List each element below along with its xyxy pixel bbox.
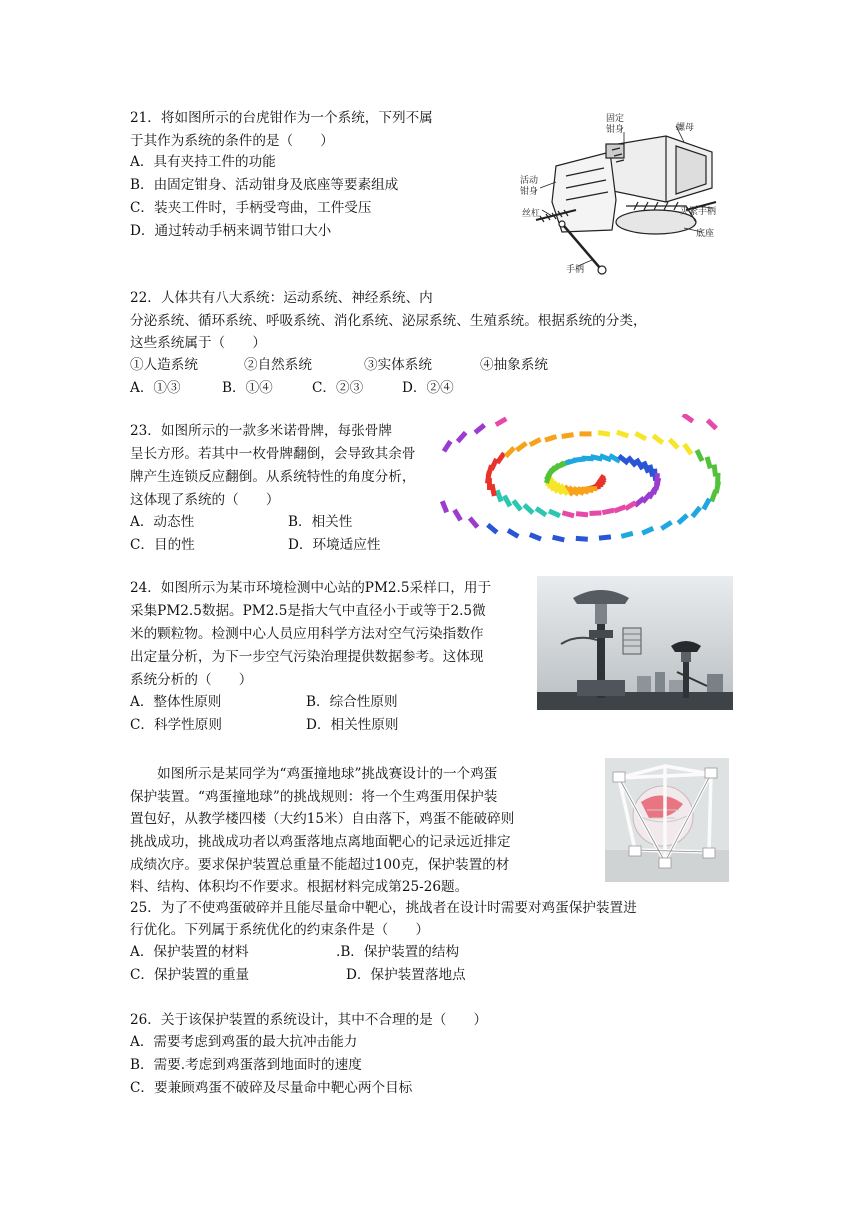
domino-piece <box>589 510 601 516</box>
domino-piece <box>668 438 680 450</box>
q21-stem-line-1: 21．将如图所示的台虎钳作为一个系统，下列不属 <box>130 110 433 126</box>
vise-label-handle: 手柄 <box>566 265 585 275</box>
domino-piece <box>529 437 542 447</box>
domino-piece <box>682 443 693 456</box>
passage-line-5: 成绩次序。要求保护装置总重量不能超过100克，保护装置的材 <box>130 857 510 873</box>
q26-option-b: B．需要.考虑到鸡蛋落到地面时的速度 <box>130 1057 362 1073</box>
bench-vise-figure <box>516 106 732 280</box>
domino-piece <box>599 534 611 540</box>
domino-piece <box>682 414 695 423</box>
domino-piece <box>690 506 701 518</box>
q24-option-c: C．科学性原则 <box>130 717 222 733</box>
passage-line-1: 如图所示是某同学为“鸡蛋撞地球”挑战赛设计的一个鸡蛋 <box>130 766 498 782</box>
domino-piece <box>442 440 453 453</box>
domino-piece <box>495 489 504 502</box>
domino-piece <box>576 511 588 517</box>
q22-choice-1: ①人造系统 <box>130 357 198 373</box>
q26-option-c: C．要兼顾鸡蛋不破碎及尽量命中靶心两个目标 <box>130 1080 413 1096</box>
domino-piece <box>616 430 629 439</box>
domino-piece <box>504 446 516 458</box>
domino-piece <box>614 504 627 513</box>
q22-option-d: D．②④ <box>402 380 454 396</box>
domino-piece <box>495 452 506 465</box>
domino-piece <box>621 531 634 539</box>
egg-protector-drawing <box>605 758 729 882</box>
q24-option-b: B．综合性原则 <box>306 694 398 710</box>
domino-piece <box>502 495 512 508</box>
q24-option-a: A．整体性原则 <box>130 694 222 710</box>
domino-piece <box>456 431 468 443</box>
q25-option-b: .B．保护装置的结构 <box>336 944 460 960</box>
q21-stem-line-2: 于其作为系统的条件的是（ ） <box>130 133 334 149</box>
vise-label-movable-jaw: 活动钳身 <box>520 176 539 197</box>
vise-label-nut: 螺母 <box>676 123 695 133</box>
q22-stem-line-1: 22．人体共有八大系统：运动系统、神经系统、内 <box>130 290 433 306</box>
q25-stem-line-2: 行优化。下列属于系统优化的约束条件是（ ） <box>130 922 430 938</box>
domino-piece <box>598 430 611 437</box>
vise-label-base: 底座 <box>696 229 715 239</box>
q22-option-b: B．①④ <box>222 380 273 396</box>
domino-piece <box>529 532 542 541</box>
q25-option-a: A．保护装置的材料 <box>130 944 249 960</box>
domino-piece <box>440 500 449 513</box>
domino-piece <box>634 431 647 441</box>
domino-piece <box>535 506 548 517</box>
vise-label-fixed-jaw: 固定钳身 <box>606 114 625 135</box>
passage-line-2: 保护装置。“鸡蛋撞地球”的挑战规则：将一个生鸡蛋用保护装 <box>130 789 498 805</box>
q22-option-c: C．②③ <box>312 380 364 396</box>
q24-stem-line-3: 米的颗粒物。检测中心人员应用科学方法对空气污染指数作 <box>130 626 484 642</box>
domino-piece <box>652 434 665 445</box>
domino-piece <box>561 432 574 439</box>
domino-piece <box>474 423 486 434</box>
q21-option-a: A．具有夹持工件的功能 <box>130 154 276 170</box>
domino-piece <box>580 431 592 436</box>
domino-piece <box>522 503 534 515</box>
q24-stem-line-4: 出定量分析，为下一步空气污染治理提供数据参考。这体现 <box>130 649 484 665</box>
domino-piece <box>468 516 480 528</box>
domino-piece <box>515 441 528 452</box>
domino-piece <box>677 513 689 525</box>
q22-stem-line-2: 分泌系统、循环系统、呼吸系统、消化系统、泌尿系统、生殖系统。根据系统的分类， <box>130 313 647 329</box>
q25-stem-line-1: 25．为了不使鸡蛋破碎并且能尽量命中靶心，挑战者在设计时需要对鸡蛋保护装置进 <box>130 900 637 916</box>
domino-piece <box>507 528 520 538</box>
q24-option-d: D．相关性原则 <box>306 717 399 733</box>
q23-option-d: D．环境适应性 <box>288 537 381 553</box>
domino-piece <box>495 417 508 427</box>
q24-stem-line-2: 采集PM2.5数据。PM2.5是指大气中直径小于或等于2.5微 <box>130 603 486 619</box>
domino-piece <box>452 509 462 522</box>
domino-piece <box>548 509 561 518</box>
domino-piece <box>562 510 575 518</box>
q23-option-a: A．动态性 <box>130 514 195 530</box>
q24-stem-line-5: 系统分析的（ ） <box>130 672 253 688</box>
q24-stem-line-1: 24．如图所示为某市环境检测中心站的PM2.5采样口，用于 <box>130 580 492 596</box>
passage-line-4: 挑战成功，挑战成功者以鸡蛋落地点离地面靶心的记录远近排定 <box>130 834 511 850</box>
domino-piece <box>706 418 718 430</box>
q26-option-a: A．需要考虑到鸡蛋的最大抗冲击能力 <box>130 1034 358 1050</box>
q22-choice-3: ③实体系统 <box>364 357 432 373</box>
q26-stem-line-1: 26．关于该保护装置的系统设计，其中不合理的是（ ） <box>130 1012 488 1028</box>
domino-piece <box>695 449 705 462</box>
domino-piece <box>552 535 565 543</box>
domino-piece <box>511 499 522 512</box>
domino-piece <box>660 520 673 531</box>
domino-piece <box>544 434 557 442</box>
domino-spiral-figure <box>438 414 736 554</box>
domino-spiral-drawing <box>438 414 736 554</box>
q21-option-d: D．通过转动手柄来调节钳口大小 <box>130 223 332 239</box>
q25-option-c: C．保护装置的重量 <box>130 967 250 983</box>
egg-protector-photo <box>605 758 729 882</box>
pm25-sampler-drawing <box>537 576 733 710</box>
vise-label-clamp-handle: 夹紧手柄 <box>680 207 717 217</box>
q23-option-c: C．目的性 <box>130 537 195 553</box>
pm25-sampler-photo <box>537 576 733 710</box>
q25-option-d: D．保护装置落地点 <box>346 967 466 983</box>
q23-stem-line-4: 这体现了系统的（ ） <box>130 492 280 508</box>
q22-choice-4: ④抽象系统 <box>480 357 548 373</box>
domino-piece <box>486 523 498 535</box>
passage-line-3: 置包好，从教学楼四楼（大约15米）自由落下，鸡蛋不能破碎则 <box>130 811 515 827</box>
q21-option-b: B．由固定钳身、活动钳身及底座等要素组成 <box>130 177 399 193</box>
q23-stem-line-2: 呈长方形。若其中一枚骨牌翻倒，会导致其余骨 <box>130 446 416 462</box>
q22-option-a: A．①③ <box>130 380 181 396</box>
domino-piece <box>624 500 637 510</box>
q23-stem-line-3: 牌产生连锁反应翻倒。从系统特性的角度分析， <box>130 469 416 485</box>
passage-line-6: 料、结构、体积均不作要求。根据材料完成第25-26题。 <box>130 879 469 895</box>
domino-piece <box>641 526 654 535</box>
domino-piece <box>602 508 615 515</box>
q23-option-b: B．相关性 <box>288 514 353 530</box>
domino-piece <box>576 536 588 542</box>
q21-option-c: C．装夹工件时，手柄受弯曲，工件受压 <box>130 200 372 216</box>
domino-piece <box>701 498 711 511</box>
q22-choice-2: ②自然系统 <box>244 357 312 373</box>
vise-label-screw: 丝杠 <box>522 209 541 219</box>
domino-piece <box>705 456 713 469</box>
q22-stem-line-3: 这些系统属于（ ） <box>130 335 266 351</box>
q23-stem-line-1: 23．如图所示的一款多米诺骨牌，每张骨牌 <box>130 423 392 439</box>
